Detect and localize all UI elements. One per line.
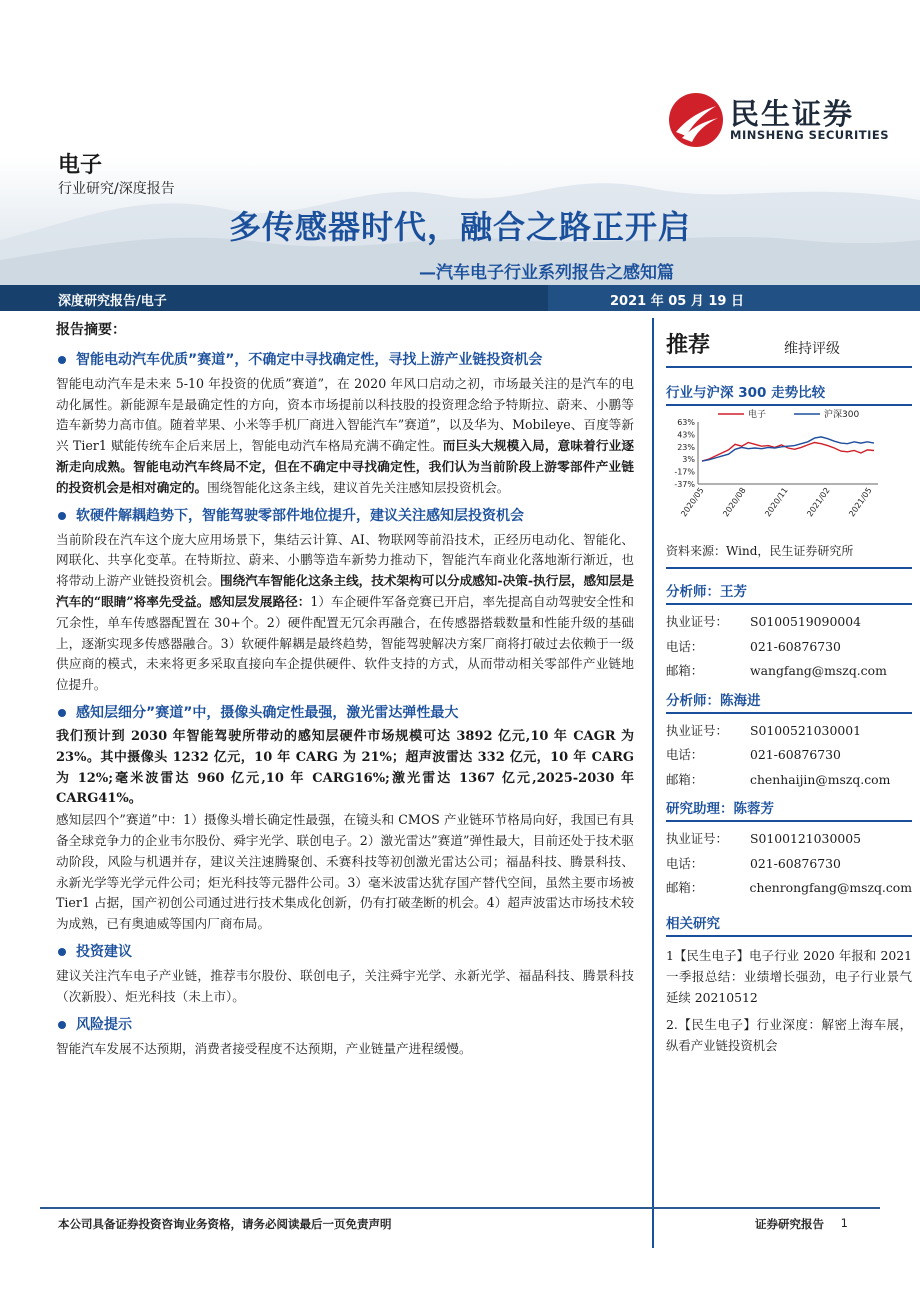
section-title-1 bbox=[56, 349, 634, 371]
rating-maintain: 维持评级 bbox=[784, 341, 840, 357]
section-title-3 bbox=[56, 702, 634, 724]
tel-label: 电话： bbox=[666, 855, 704, 871]
assistant-info bbox=[666, 822, 912, 903]
s1-text-2: 围绕智能化这条主线，建议首先关注感知层投资机会。 bbox=[207, 479, 510, 495]
s1-text-1: 智能电动汽车是未来 5-10 年投资的优质”赛道”，在 2020 年风口启动之初，市场最关注的是汽车的电动化属性。新能源车是最确定性的方向，资本市场提前以科技股的投资理念给予特斯拉、蔚来、小鹏等造车新势力高市值。随着苹果、小米等手机厂商进入智能汽车”赛道”，以及华为、Mobileye、百度等新兴 Tier1 赋能传统车企后来居上，智能电动汽车格局充满不确定性。 bbox=[56, 375, 634, 454]
analyst-1-info bbox=[666, 605, 912, 686]
section-3-body: 感知层四个”赛道”中：1）摄像头增长确定性最强，在镜头和 CMOS 产业链环节格局向好，我国已有具备全球竞争力的企业韦尔股份、舜宇光学、联创电子。2）激光雷达”赛道”弹性最大，目前还处于技术驱动阶段，风险与机遇并存，建议关注速腾聚创、禾赛科技等初创激光雷达公司；福晶科技、腾景科技、永新光学等光学元件公司；炬光科技等元器件公司。3）毫米波雷达犹存国产替代空间，虽然主要市场被 Tier1 占据，国产初创公司通过进行技术集成化创新，仍有打破垄断的机会。4）超声波雷达市场技术较为成熟，已有奥迪威等国内厂商布局。 bbox=[56, 812, 634, 932]
trend-chart-svg bbox=[666, 406, 912, 538]
analyst-2-cert: S0100521030001 bbox=[750, 722, 861, 738]
chart-source: 资料来源：Wind，民生证券研究所 bbox=[666, 538, 912, 569]
footer-page-number: 1 bbox=[840, 1216, 848, 1230]
s2-text-2: 1）车企硬件军备竞赛已开启，率先提高自动驾驶安全性和冗余性，单车传感器配置在 30+个。2）硬件配置无冗余再融合，在传感器搭载数量和性能升级的基础上，逐渐实现多传感器融合。3）软硬件解耦是最终趋势，智能驾驶解决方案厂商将打破过去依赖于一级供应商的模式，未来将更多采取直接向车企提供硬件、软件支持的方式，从而带动相关零部件产业链地位提升。 bbox=[56, 593, 634, 693]
chart-y-tick-label: -37% bbox=[674, 480, 695, 489]
section-2-body bbox=[56, 530, 634, 696]
chart-y-tick-label: 43% bbox=[677, 430, 695, 440]
chart-x-tick-label: 2020/05 bbox=[679, 485, 706, 519]
cert-label: 执业证号： bbox=[666, 831, 728, 846]
chart-legend-label: 沪深300 bbox=[824, 410, 860, 420]
chart-series-line-2 bbox=[702, 437, 874, 461]
rating-recommend: 推荐 bbox=[666, 333, 711, 358]
report-subtitle: —汽车电子行业系列报告之感知篇 bbox=[419, 263, 674, 283]
bullet-icon bbox=[58, 512, 66, 520]
chart-x-tick-label: 2021/02 bbox=[805, 485, 832, 519]
logo-english-name: MINSHENG SECURITIES bbox=[730, 128, 889, 142]
section-5-body: 智能汽车发展不达预期，消费者接受程度不达预期，产业链量产进程缓慢。 bbox=[56, 1040, 472, 1056]
chart-x-tick-label: 2021/05 bbox=[847, 485, 874, 519]
sector-label: 电子 bbox=[58, 153, 103, 178]
chart-y-tick-label: -17% bbox=[674, 467, 695, 477]
section-1-body bbox=[56, 374, 634, 499]
trend-chart bbox=[666, 406, 912, 538]
section-4-body: 建议关注汽车电子产业链，推荐韦尔股份、联创电子，关注舜宇光学、永新光学、福晶科技、腾景科技（次新股）、炬光科技（未上市）。 bbox=[56, 967, 634, 1004]
cert-label: 执业证号： bbox=[666, 614, 728, 629]
summary-heading: 报告摘要： bbox=[56, 322, 126, 338]
report-type: 行业研究/深度报告 bbox=[58, 181, 175, 197]
minsheng-logo bbox=[668, 92, 898, 148]
bullet-icon bbox=[58, 356, 66, 364]
analyst-1-title: 分析师：王芳 bbox=[666, 577, 912, 605]
chart-x-tick-label: 2020/11 bbox=[763, 485, 790, 519]
analyst-2-info bbox=[666, 714, 912, 795]
section-title-4-text: 投资建议 bbox=[76, 943, 132, 960]
section-title-1-text: 智能电动汽车优质”赛道”，不确定中寻找确定性，寻找上游产业链投资机会 bbox=[76, 351, 543, 368]
assistant-mail[interactable]: chenrongfang@mszq.com bbox=[749, 880, 912, 895]
band-report-date: 2021 年 05 月 19 日 bbox=[610, 294, 744, 309]
chart-legend-label: 电子 bbox=[748, 410, 767, 420]
analyst-1-cert: S0100519090004 bbox=[750, 614, 861, 629]
assistant-cert: S0100121030005 bbox=[750, 831, 861, 846]
chart-series-line-1 bbox=[702, 443, 874, 462]
chart-x-tick-label: 2020/08 bbox=[721, 485, 748, 519]
s2-bold-1: 围绕汽车智能化这条主线，技术架构可以分成感知-决策-执行层，感知层是汽车的“眼睛”将率先受益。感知层发展路径： bbox=[56, 573, 634, 609]
section-title-4 bbox=[56, 941, 634, 963]
analyst-1-mail[interactable]: wangfang@mszq.com bbox=[750, 663, 887, 678]
report-title: 多传感器时代，融合之路正开启 bbox=[228, 208, 691, 246]
s2-text-1: 当前阶段在汽车这个庞大应用场景下，集结云计算、AI、物联网等前沿技术，正经历电动化、智能化、网联化、共享化变革。在特斯拉、蔚来、小鹏等造车新势力推动下，智能汽车商业化落地渐行渐近，也将带动上游产业链投资机会。 bbox=[56, 531, 634, 589]
related-item-1[interactable]: 1【民生电子】电子行业 2020 年报和 2021 一季报总结：业绩增长强劲，电子行业景气延续 20210512 bbox=[666, 947, 912, 1005]
summary-column bbox=[56, 318, 634, 1059]
analyst-1-tel: 021-60876730 bbox=[750, 638, 841, 654]
bullet-icon bbox=[58, 948, 66, 956]
related-item-2[interactable]: 2.【民生电子】行业深度：解密上海车展，纵看产业链投资机会 bbox=[666, 1016, 912, 1053]
minsheng-logo-icon bbox=[668, 92, 724, 148]
analyst-2-tel: 021-60876730 bbox=[750, 747, 841, 762]
footer-disclaimer: 本公司具备证券投资咨询业务资格，请务必阅读最后一页免责声明 bbox=[58, 1217, 392, 1231]
chart-y-tick-label: 3% bbox=[682, 455, 695, 465]
assistant-tel: 021-60876730 bbox=[750, 855, 841, 871]
sidebar bbox=[666, 318, 912, 1062]
section-title-2 bbox=[56, 505, 634, 527]
band-report-category: 深度研究报告/电子 bbox=[58, 294, 167, 309]
mail-label: 邮箱： bbox=[666, 880, 704, 895]
column-divider bbox=[652, 318, 654, 1248]
tel-label: 电话： bbox=[666, 638, 704, 654]
analyst-2-mail[interactable]: chenhaijin@mszq.com bbox=[750, 771, 891, 787]
mail-label: 邮箱： bbox=[666, 771, 704, 787]
bullet-icon bbox=[58, 1021, 66, 1029]
section-title-5-text: 风险提示 bbox=[76, 1016, 132, 1033]
assistant-title: 研究助理：陈蓉芳 bbox=[666, 794, 912, 822]
bullet-icon bbox=[58, 709, 66, 717]
related-research-title: 相关研究 bbox=[666, 909, 912, 937]
section-3-forecast: 我们预计到 2030 年智能驾驶所带动的感知层硬件市场规模可达 3892 亿元,10 年 CAGR 为 23%。其中摄像头 1232 亿元，10 年 CARG 为 21%；超声波雷达 332 亿元，10 年 CARG 为 12%;毫米波雷达 960 亿元,10 年 CARG16%;激光雷达 1367 亿元,2025-2030 年 CARG41%。 bbox=[56, 728, 634, 807]
section-title-2-text: 软硬件解耦趋势下，智能驾驶零部件地位提升，建议关注感知层投资机会 bbox=[76, 507, 524, 524]
chart-title: 行业与沪深 300 走势比较 bbox=[666, 378, 912, 406]
analyst-2-title: 分析师：陈海进 bbox=[666, 686, 912, 714]
chart-y-tick-label: 23% bbox=[677, 442, 695, 452]
footer-divider bbox=[40, 1207, 880, 1209]
section-title-5 bbox=[56, 1014, 634, 1036]
mail-label: 邮箱： bbox=[666, 663, 704, 678]
cert-label: 执业证号： bbox=[666, 722, 728, 738]
related-research-list bbox=[666, 937, 912, 1056]
logo-chinese-name: 民生证券 bbox=[730, 97, 855, 131]
tel-label: 电话： bbox=[666, 747, 704, 762]
chart-y-tick-label: 63% bbox=[677, 418, 695, 427]
section-title-3-text: 感知层细分”赛道”中，摄像头确定性最强，激光雷达弹性最大 bbox=[76, 704, 459, 721]
s1-bold-1: 而巨头大规模入局，意味着行业逐渐走向成熟。智能电动汽车终局不定，但在不确定中寻找确定性，我们认为当前阶段上游零部件产业链的投资机会是相对确定的。 bbox=[56, 438, 635, 495]
rating-box bbox=[666, 318, 912, 368]
footer-label: 证券研究报告 bbox=[755, 1217, 824, 1231]
